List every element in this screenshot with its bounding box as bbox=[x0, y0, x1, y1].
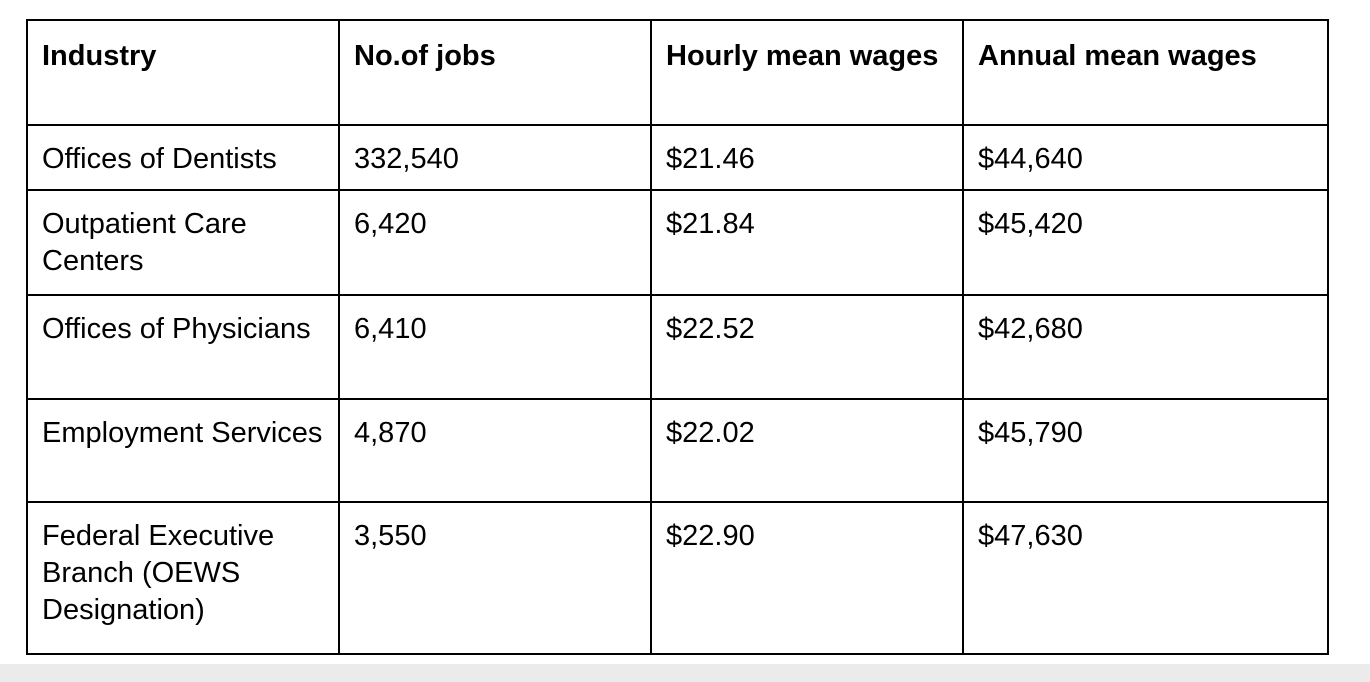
cell-hourly-wage: $21.46 bbox=[651, 125, 963, 190]
table-row bbox=[27, 295, 1328, 399]
cell-jobs: 6,420 bbox=[339, 190, 651, 295]
cell-hourly-wage: $22.90 bbox=[651, 502, 963, 654]
cell-annual-wage: $44,640 bbox=[963, 125, 1328, 190]
table-header-row bbox=[27, 20, 1328, 125]
cell-industry: Federal Executive Branch (OEWS Designation) bbox=[27, 502, 339, 654]
table-row bbox=[27, 502, 1328, 654]
cell-jobs: 4,870 bbox=[339, 399, 651, 502]
wage-table bbox=[26, 19, 1329, 655]
cell-hourly-wage: $22.52 bbox=[651, 295, 963, 399]
cell-annual-wage: $45,790 bbox=[963, 399, 1328, 502]
cell-annual-wage: $42,680 bbox=[963, 295, 1328, 399]
bottom-background-strip bbox=[0, 664, 1370, 682]
header-jobs: No.of jobs bbox=[339, 20, 651, 125]
cell-hourly-wage: $22.02 bbox=[651, 399, 963, 502]
header-hourly-wage: Hourly mean wages bbox=[651, 20, 963, 125]
cell-industry: Offices of Dentists bbox=[27, 125, 339, 190]
cell-hourly-wage: $21.84 bbox=[651, 190, 963, 295]
cell-annual-wage: $47,630 bbox=[963, 502, 1328, 654]
cell-annual-wage: $45,420 bbox=[963, 190, 1328, 295]
cell-jobs: 6,410 bbox=[339, 295, 651, 399]
header-industry: Industry bbox=[27, 20, 339, 125]
table-row bbox=[27, 190, 1328, 295]
cell-jobs: 332,540 bbox=[339, 125, 651, 190]
cell-industry: Outpatient Care Centers bbox=[27, 190, 339, 295]
cell-industry: Offices of Physicians bbox=[27, 295, 339, 399]
cell-industry: Employment Services bbox=[27, 399, 339, 502]
table-row bbox=[27, 125, 1328, 190]
cell-jobs: 3,550 bbox=[339, 502, 651, 654]
table-row bbox=[27, 399, 1328, 502]
header-annual-wage: Annual mean wages bbox=[963, 20, 1328, 125]
